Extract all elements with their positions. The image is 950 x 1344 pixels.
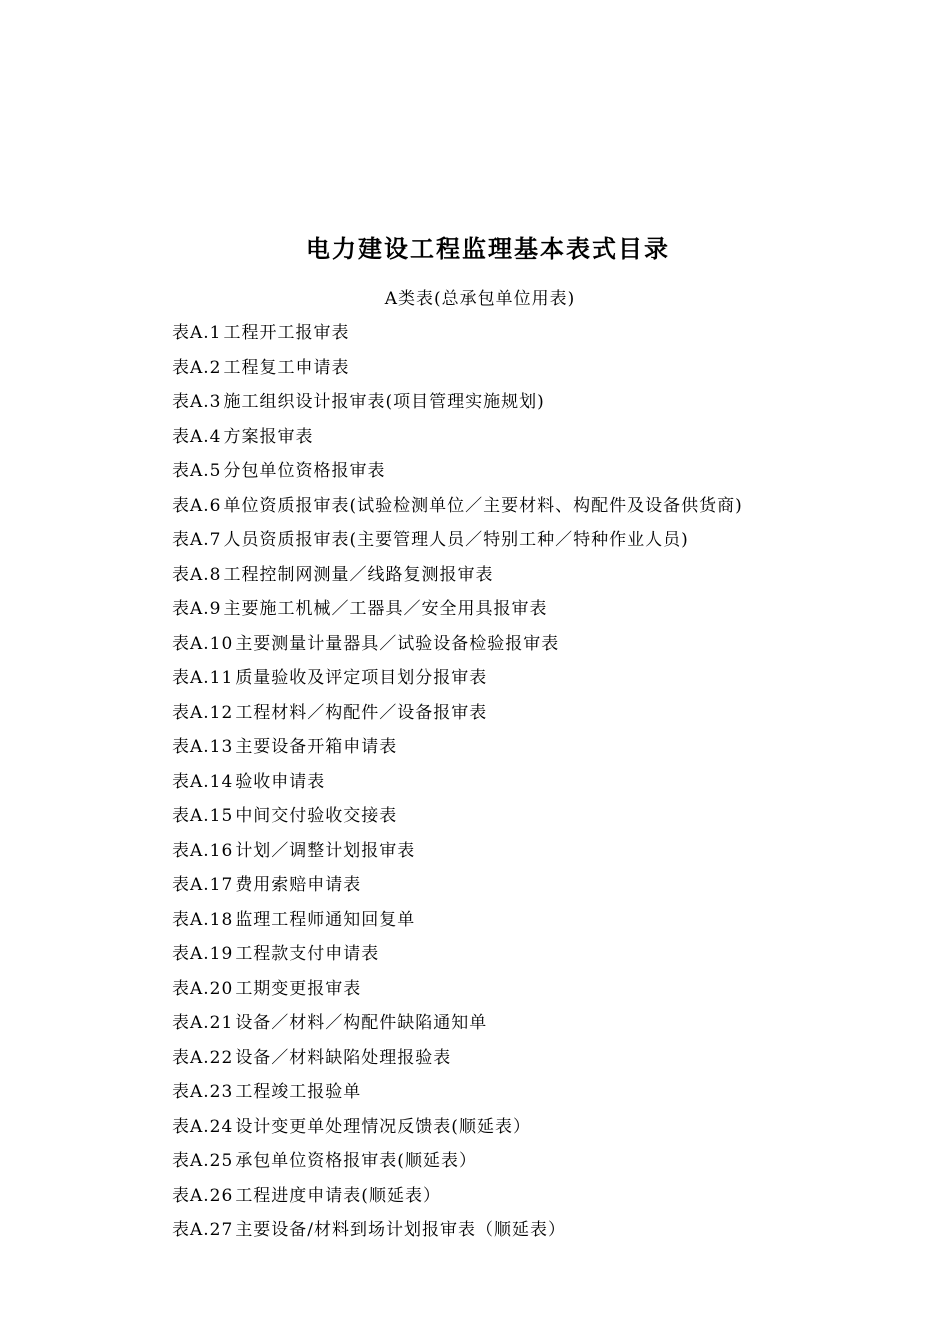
form-code: 表A.24 [172,1116,234,1137]
form-name: 工程开工报审表 [223,323,350,343]
list-item [172,873,743,908]
form-name: 质量验收及评定项目划分报审表 [235,668,488,688]
form-code: 表A.11 [172,668,234,688]
list-item [172,735,743,770]
form-code: 表A.19 [172,944,234,964]
list-item [172,1080,743,1115]
form-code: 表A.6 [172,495,222,516]
form-name: 工程材料／构配件／设备报审表 [235,702,488,723]
form-code: 表A.17 [172,875,234,895]
list-item [172,356,743,391]
list-item [172,908,743,943]
list-item [172,770,743,805]
form-name: 主要设备开箱申请表 [235,737,398,757]
form-code: 表A.1 [172,323,222,343]
list-item [172,459,743,494]
list-item [172,632,743,667]
form-name: 工程复工申请表 [223,357,350,378]
list-item [172,425,743,460]
list-item [172,494,743,529]
form-name: 验收申请表 [235,771,326,792]
form-name: 工程进度申请表(顺延表） [235,1185,441,1206]
form-code: 表A.26 [172,1185,234,1206]
form-name: 分包单位资格报审表 [223,461,386,481]
form-name: 工程款支付申请表 [235,944,380,964]
form-code: 表A.5 [172,461,222,481]
section-heading: A类表(总承包单位用表) [384,289,576,309]
form-name: 费用索赔申请表 [235,875,362,895]
list-item [172,321,743,356]
form-name: 工程竣工报验单 [235,1082,362,1102]
form-code: 表A.2 [172,357,222,378]
form-code: 表A.13 [172,737,234,757]
form-code: 表A.4 [172,426,222,447]
list-item [172,597,743,632]
form-name: 设备／材料缺陷处理报验表 [235,1047,452,1068]
form-name: 施工组织设计报审表(项目管理实施规划) [223,392,545,412]
list-item [172,839,743,874]
list-item [172,1149,743,1184]
form-code: 表A.16 [172,840,234,861]
list-item [172,1046,743,1081]
form-code: 表A.10 [172,633,234,654]
form-name: 计划／调整计划报审表 [235,840,416,861]
list-item [172,1011,743,1046]
form-code: 表A.7 [172,530,222,550]
form-name: 工程控制网测量／线路复测报审表 [223,564,494,585]
form-code: 表A.8 [172,564,222,585]
list-item [172,942,743,977]
form-list [172,321,743,1253]
list-item [172,1184,743,1219]
form-code: 表A.14 [172,771,234,792]
list-item [172,804,743,839]
form-code: 表A.27 [172,1220,234,1240]
list-item [172,666,743,701]
form-name: 中间交付验收交接表 [235,806,398,826]
form-name: 单位资质报审表(试验检测单位／主要材料、构配件及设备供货商) [223,495,743,516]
form-code: 表A.20 [172,978,234,999]
list-item [172,701,743,736]
list-item [172,528,743,563]
form-name: 监理工程师通知回复单 [235,909,416,930]
form-name: 主要测量计量器具／试验设备检验报审表 [235,633,560,654]
document-title: 电力建设工程监理基本表式目录 [306,234,670,263]
list-item [172,390,743,425]
form-code: 表A.12 [172,702,234,723]
form-code: 表A.15 [172,806,234,826]
form-code: 表A.25 [172,1151,234,1171]
form-name: 设备／材料／构配件缺陷通知单 [235,1013,488,1033]
list-item [172,1218,743,1253]
form-code: 表A.22 [172,1047,234,1068]
form-name: 工期变更报审表 [235,978,362,999]
form-code: 表A.3 [172,392,222,412]
form-name: 主要施工机械／工器具／安全用具报审表 [223,599,548,619]
form-name: 人员资质报审表(主要管理人员／特别工种／特种作业人员) [223,530,689,550]
form-code: 表A.21 [172,1013,234,1033]
form-code: 表A.9 [172,599,222,619]
list-item [172,977,743,1012]
form-code: 表A.18 [172,909,234,930]
form-name: 承包单位资格报审表(顺延表） [235,1151,477,1171]
list-item [172,563,743,598]
form-name: 方案报审表 [223,426,314,447]
form-name: 设计变更单处理情况反馈表(顺延表） [235,1116,531,1137]
form-name: 主要设备/材料到场计划报审表（顺延表） [235,1220,567,1240]
form-code: 表A.23 [172,1082,234,1102]
list-item [172,1115,743,1150]
